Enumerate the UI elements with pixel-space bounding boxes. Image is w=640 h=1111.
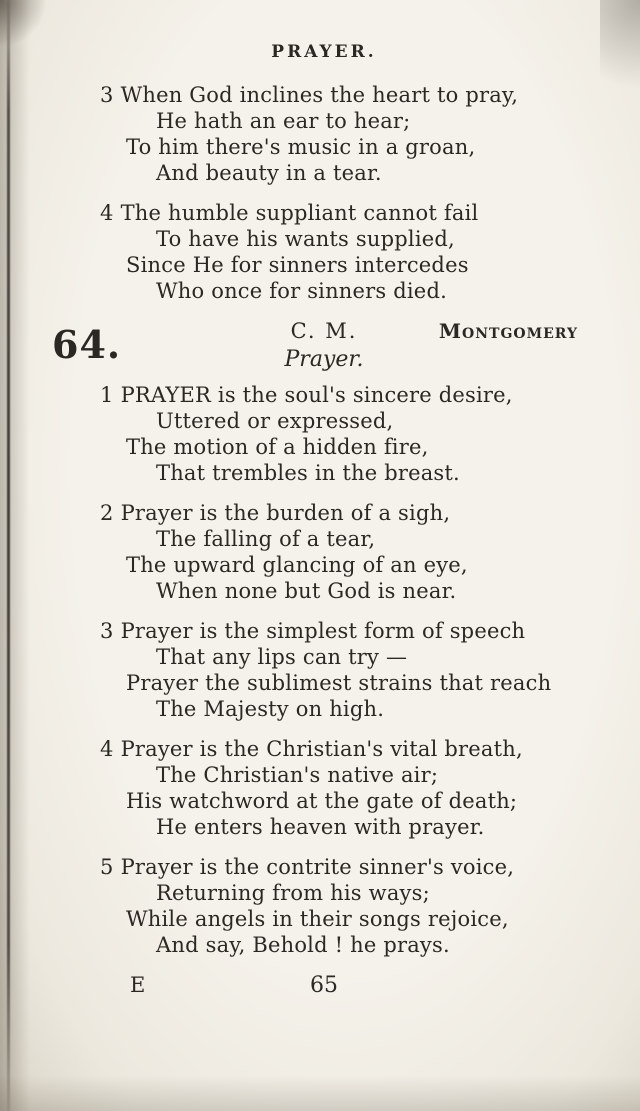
verse-line: That trembles in the breast.: [156, 461, 460, 485]
stanza-number: 5: [100, 855, 114, 879]
hymn-64-stanza-3: [100, 618, 584, 722]
verse-line: 3 When God inclines the heart to pray,: [100, 83, 519, 107]
page-number: 65: [310, 973, 338, 998]
verse-line: 4 The humble suppliant cannot fail: [100, 201, 479, 225]
verse-line: Uttered or expressed,: [156, 409, 394, 433]
hymn-title: Prayer.: [284, 347, 364, 372]
stanza-number: 4: [100, 201, 114, 225]
hymn-author: Montgomery: [438, 319, 578, 343]
verse-line: Who once for sinners died.: [156, 279, 447, 303]
verse-line: The falling of a tear,: [156, 527, 376, 551]
verse-line: Returning from his ways;: [156, 881, 430, 905]
hymn-stanzas: [64, 382, 584, 958]
stanza-number: 2: [100, 501, 114, 525]
hymn-heading: [52, 318, 584, 374]
previous-hymn-stanza-4: [100, 200, 584, 304]
previous-hymn-stanzas: [64, 82, 584, 304]
verse-line: He hath an ear to hear;: [156, 109, 411, 133]
stanza-number: 3: [100, 619, 114, 643]
verse-line: To have his wants supplied,: [156, 227, 455, 251]
signature-mark: E: [130, 973, 146, 997]
hymn-64-stanza-1: [100, 382, 584, 486]
hymn-meter: C. M.: [290, 319, 358, 343]
verse-line: To him there's music in a groan,: [126, 135, 476, 159]
verse-line: And beauty in a tear.: [156, 161, 382, 185]
verse-line: 3 Prayer is the simplest form of speech: [100, 619, 526, 643]
verse-line: When none but God is near.: [156, 579, 457, 603]
hymn-64-stanza-2: [100, 500, 584, 604]
running-header: PRAYER.: [271, 42, 377, 62]
page-footer: [64, 972, 584, 999]
hymn-number: 64.: [52, 322, 122, 367]
hymn-meter-author-line: [64, 318, 584, 345]
verse-line: The upward glancing of an eye,: [126, 553, 468, 577]
verse-line: Prayer the sublimest strains that reach: [126, 671, 552, 695]
verse-line: And say, Behold ! he prays.: [156, 933, 450, 957]
stanza-number: 3: [100, 83, 114, 107]
verse-line: The Majesty on high.: [156, 697, 385, 721]
stanza-number: 4: [100, 737, 114, 761]
stanza-number: 1: [100, 383, 114, 407]
verse-line: 1 PRAYER is the soul's sincere desire,: [100, 383, 513, 407]
verse-line: While angels in their songs rejoice,: [126, 907, 509, 931]
verse-line: That any lips can try —: [156, 645, 408, 669]
verse-line: 4 Prayer is the Christian's vital breath,: [100, 737, 523, 761]
page-bottom-edge-shadow: [0, 1075, 640, 1111]
verse-line: The motion of a hidden fire,: [126, 435, 429, 459]
verse-line: Since He for sinners intercedes: [126, 253, 469, 277]
hymn-64-stanza-4: [100, 736, 584, 840]
verse-line: 5 Prayer is the contrite sinner's voice,: [100, 855, 515, 879]
verse-line: The Christian's native air;: [156, 763, 439, 787]
previous-hymn-stanza-3: [100, 82, 584, 186]
hymn-64-stanza-5: [100, 854, 584, 958]
verse-line: 2 Prayer is the burden of a sigh,: [100, 501, 451, 525]
verse-line: His watchword at the gate of death;: [126, 789, 518, 813]
verse-line: He enters heaven with prayer.: [156, 815, 485, 839]
